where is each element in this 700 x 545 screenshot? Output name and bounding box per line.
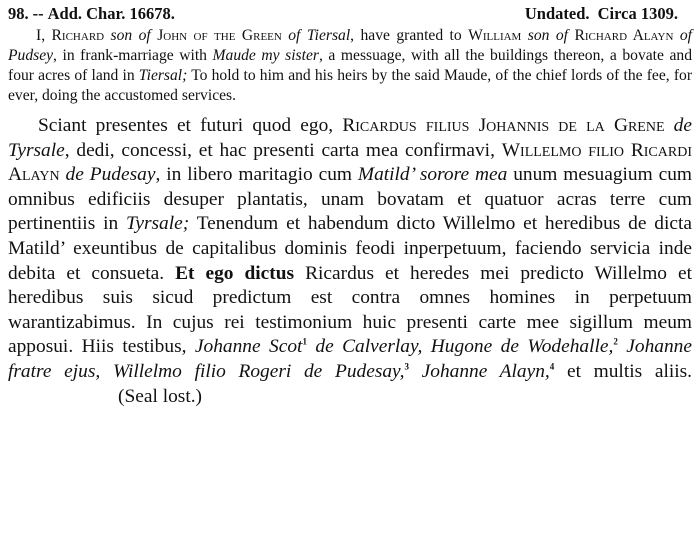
charter-header-left	[8, 4, 179, 24]
summary-text: son of	[104, 27, 158, 44]
summary-place: of Pudsey	[8, 27, 692, 64]
witness-2: Hugone de Wodehalle,	[430, 336, 614, 358]
charter-reference: Add. Char. 16678.	[47, 4, 175, 23]
latin-run: , dedi, concessi, et hac presenti carta mea confirmavi,	[64, 139, 502, 161]
latin-place: de Pudesay	[59, 164, 156, 186]
header-dash: --	[32, 4, 44, 23]
witness-3: Johanne fratre ejus,	[8, 336, 692, 382]
footnote-marker-4: 4	[549, 361, 555, 372]
witness-1-place: de Calverlay,	[306, 336, 431, 358]
footnote-marker-1: 1	[302, 336, 307, 347]
latin-sister: Matild’ sorore mea	[357, 164, 508, 186]
latin-text	[8, 114, 692, 409]
summary-text: To hold to him and his heirs by the said Maude, of the chief lords of the fee, for ever, doing the accustomed services.	[8, 67, 693, 104]
summary-text: , have granted to	[350, 27, 469, 44]
seal-note: (Seal lost.)	[118, 385, 203, 407]
latin-run: et multis aliis.	[554, 360, 692, 382]
grantor-first-name: Richard	[51, 27, 105, 44]
witness-4: Willelmo filio Rogeri de Pudesay,	[112, 360, 405, 382]
latin-run: Ricardus et heredes mei predicto Willelmo et heredibus suis sicud predictum est contra omnes homines in perpetuum warantizabimus. In cujus rei testimonium huic presenti carte mee sigillum meum apposui. Hiis testibus,	[8, 262, 692, 358]
latin-place: Tyrsale;	[126, 213, 190, 235]
charter-header-right	[525, 4, 678, 24]
latin-place: de Tyrsale	[8, 115, 692, 161]
latin-grantee: Willelmo filio Ricardi Alayn	[8, 139, 692, 186]
english-summary	[8, 26, 692, 106]
charter-number: 98.	[8, 4, 29, 23]
summary-place: Tiersal;	[138, 67, 188, 84]
grantee-first-name: William	[468, 27, 522, 44]
date-label: Undated.	[524, 4, 590, 23]
latin-run: Tenendum et habendum dicto Willelmo et heredibus de dicta Matild’ exeuntibus de capitalibus dominis feodi inperpetuum, faciendo servicia inde debita et consueta.	[8, 213, 692, 284]
latin-warranty-lead: Et ego dictus	[175, 262, 295, 284]
witness-5: Johanne Alayn,	[408, 360, 550, 382]
summary-text: son of	[521, 27, 575, 44]
witness-1: Johanne Scot	[194, 336, 303, 358]
summary-text: I,	[36, 27, 52, 44]
latin-run: unum mesuagium cum omnibus edificiis desuper plantatis, unam bovatam et quatuor acras terre cum pertinentiis in	[8, 164, 692, 235]
charter-header	[8, 4, 692, 24]
footnote-marker-2: 2	[613, 336, 618, 347]
latin-grantor: Ricardus filius Johannis de la Grene	[342, 115, 665, 136]
grantee-father: Richard Alayn	[574, 27, 674, 44]
summary-place: of Tiersal	[281, 27, 351, 44]
summary-text: , in frank-marriage with	[53, 47, 213, 64]
footnote-marker-3: 3	[404, 361, 409, 372]
summary-text: , a messuage, with all the buildings thereon, a bovate and four acres of land in	[8, 47, 692, 84]
summary-sister: Maude my sister	[212, 47, 319, 64]
circa-date: Circa 1309.	[597, 4, 678, 23]
latin-run: Sciant presentes et futuri quod ego,	[38, 115, 343, 136]
latin-run: , in libero maritagio cum	[155, 164, 358, 186]
grantor-father: John of the Green	[157, 27, 282, 44]
